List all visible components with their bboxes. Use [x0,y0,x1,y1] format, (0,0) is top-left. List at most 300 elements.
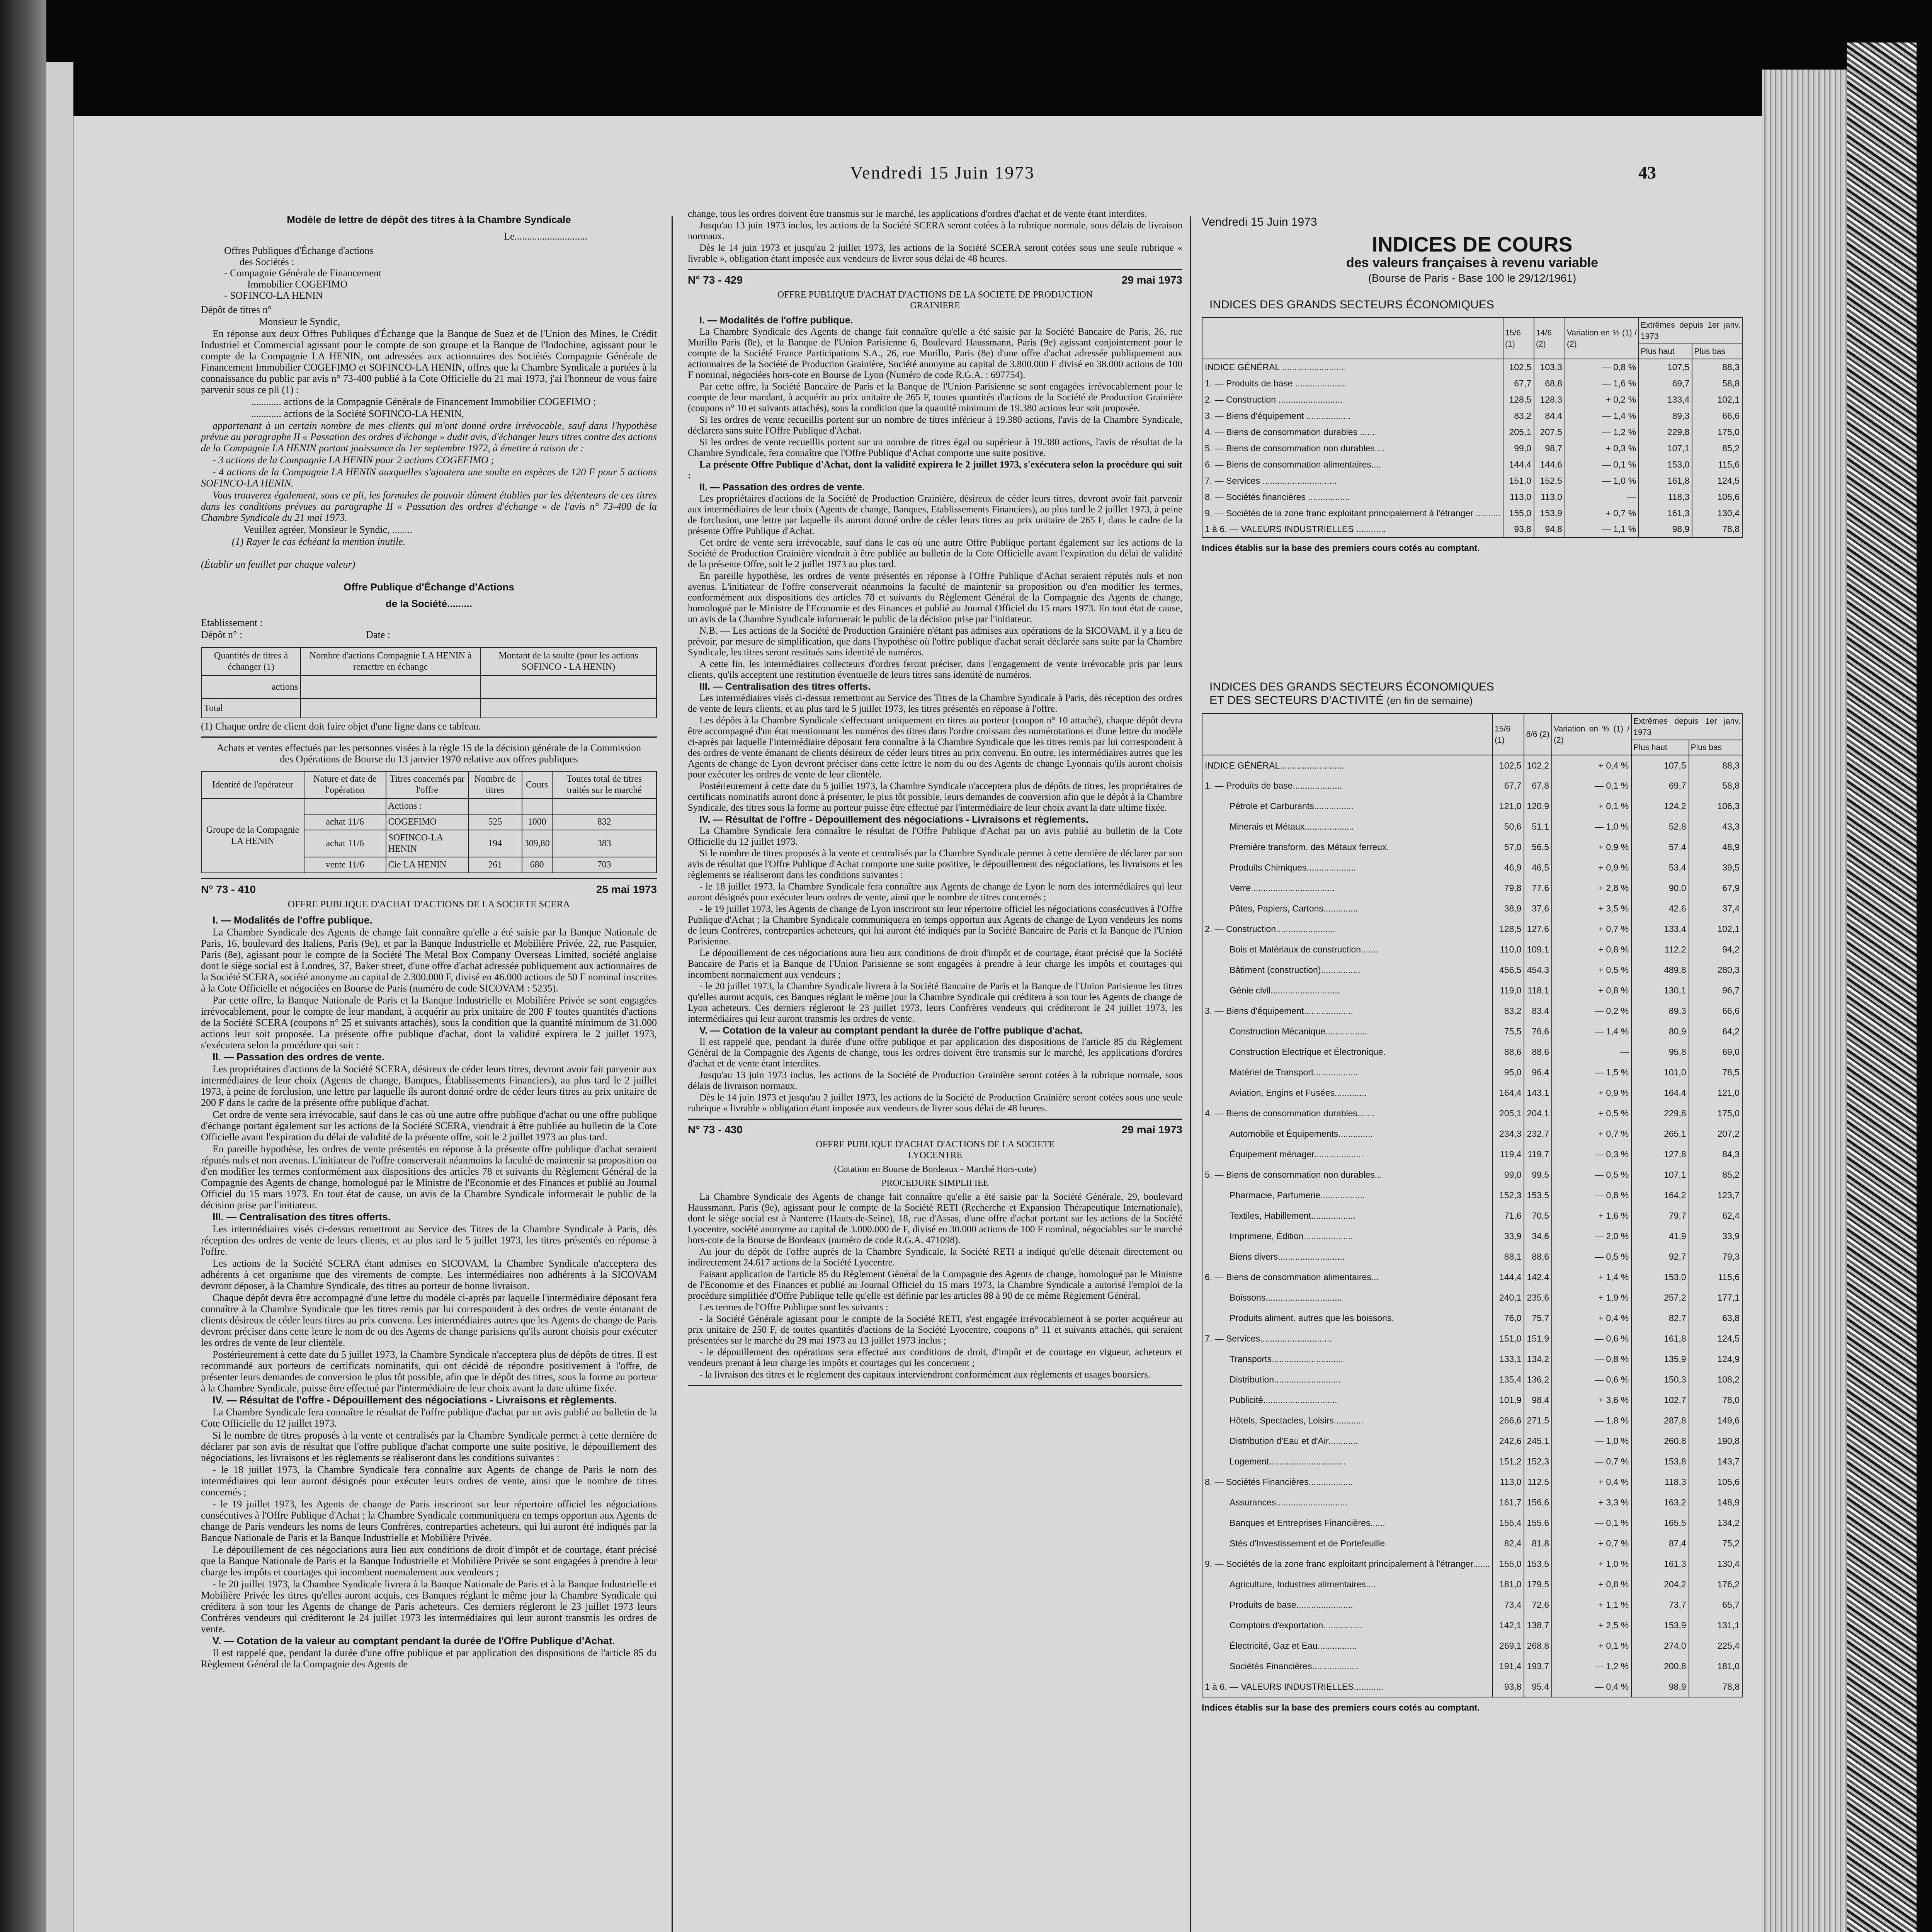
index-row [1202,440,1742,456]
procedure-label: PROCEDURE SIMPLIFIEE [881,1178,989,1188]
index-cell-label: Pharmacie, Parfumerie.................. [1230,1190,1365,1200]
index-cell-v2: 95,4 [1524,1677,1552,1697]
index-cell-label: 5. — Biens de consommation non durables... [1205,1170,1382,1180]
column-1 [201,209,657,1670]
index-cell-var: + 3,5 % [1552,898,1631,919]
table-header: Nombre de titres [468,771,522,798]
table-cell: vente 11/6 [304,857,386,873]
column-rule [672,216,673,1932]
index-cell-v2: 454,3 [1524,960,1552,980]
paragraph: La Chambre Syndicale fera connaître le résultat de l'Offre Publique d'Achat par un avis publié au bulletin de la Cote Officielle du 12 juillet 1973. [688,826,1182,847]
index-cell-var: + 0,9 % [1552,1083,1631,1103]
index-cell-lo: 33,9 [1689,1226,1742,1247]
table-cell: Actions : [386,798,469,814]
index-cell-var: — [1565,489,1639,505]
index-cell-var: — 0,5 % [1552,1247,1631,1267]
index-cell-v2: 113,0 [1534,489,1565,505]
index-table-2-body [1202,755,1742,1697]
index-cell-lo: 63,8 [1689,1308,1742,1328]
paragraph: Par cette offre, la Société Bancaire de Paris et la Banque de l'Union Parisienne se sont engagées irrévocablement pour le compte de leur mandant, à acquérir au prix unitaire de 265 F, toutes quantités d'actions de la Société de Production Grainière (coupons n° 10 et suivants attachés), sous la condition que la quantité minimum de 19.380 actions leur soit proposée. [688,381,1182,413]
offer-line: - SOFINCO-LA HENIN [224,290,323,301]
section-heading: IV. — Résultat de l'offre - Dépouillement des négociations - Livraisons et règlements. [699,814,1088,825]
index-cell-label: 9. — Sociétés de la zone franc exploitant principalement à l'étranger....... [1205,1559,1490,1569]
index-cell-label: Automobile et Équipements.............. [1230,1129,1373,1139]
paragraph: La Chambre Syndicale des Agents de change fait connaître qu'elle a été saisie par la Banque Nationale de Paris, 16, boulevard des Italiens, Paris (9e), et par la Banque Industrielle et Mobilière Privée, 22, rue Pasquier, Paris (8e), agissant pour le compte de la Société The Metal Box Company Overseas Limited, société anglaise dont le siège social est à Londres, 37, Baker street, d'une offre d'achat adressée publiquement aux actionnaires de la Société SCERA, société anonyme au capital de 2.300.000 F, divisé en 46.000 actions de 50 F nominal inscrites à la Cote Officielle et négociées en Bourse de Paris (numéro de code SICOVAM : 5235). [201,927,657,994]
paragraph: Les dépôts à la Chambre Syndicale s'effectuant uniquement en titres au porteur (coupon n° 10 attaché), chaque dépôt devra être accompagné d'un état mentionnant les numéros des titres dans l'ordre croissant des numérotations et d'une lettre du modèle ci-après par laquelle l'intermédiaire déposant fera connaître à la Chambre Syndicale que les titres remis par lui correspondent à des ordres de vente émanant de clients désireux de céder leurs titres au prix convenu. En outre, les intermédiaires autres que les Agents de change de Lyon devront préciser dans cette lettre le nom du ou des Agents de change Lyonnais qu'ils auront choisis pour exécuter les ordres de vente de leur clientèle. [688,715,1182,780]
table-header: Plus bas [1692,344,1742,359]
index-cell-var: + 0,1 % [1552,1636,1631,1656]
index-cell-var: — 1,0 % [1565,473,1639,489]
exchange-table [201,647,657,718]
index-cell-hi: 257,2 [1631,1287,1689,1308]
table-header: Toutes total de titres traités sur le marché [552,771,656,798]
paragraph: Le dépouillement de ces négociations aura lieu aux conditions de droit d'impôt et de courtage, étant précisé que la Banque Nationale de Paris et la Banque Industrielle et Mobilière Privée se sont engagées à prendre à leur charge les impôts et courtages qui incombent normalement aux vendeurs ; [201,1544,657,1578]
index-row [1202,1287,1742,1308]
index-cell-lo: 175,0 [1692,424,1742,440]
index-cell-label: Produits de base....................... [1230,1600,1353,1610]
table-header: Identité de l'opérateur [201,771,304,798]
column-3 [1202,216,1743,1713]
etablissement-label: Etablissement : [201,617,263,628]
index-cell-v2: 70,5 [1524,1206,1552,1226]
index-cell-hi: 79,7 [1631,1206,1689,1226]
index-cell-hi: 53,4 [1631,857,1689,878]
index-cell-label: Verre.................................. [1230,883,1335,893]
index-cell-var: + 1,9 % [1552,1287,1631,1308]
paragraph: Il est rappelé que, pendant la durée d'une offre publique et par application des dispositions de l'article 85 du Règlement Général de la Compagnie des Agents de change, tous les ordres doivent être transmis sur le marché, les applications d'ordres d'achat et de vente étant interdites. [688,1037,1182,1069]
section-heading: II. — Passation des ordres de vente. [699,482,865,493]
index-cell-v1: 83,2 [1503,408,1534,424]
paragraph: - le 20 juillet 1973, la Chambre Syndicale livrera à la Société Bancaire de Paris et la Banque de l'Union Parisienne les titres qu'elles auront acquis, ces Banques réglant le même jour la Chambre Syndicale qui créditera à son tour les Agents de change de Lyon acheteurs. Ces derniers régleront le 23 juillet 1973, leurs Confrères vendeurs qui créditeront le 24 juillet 1973, les intermédiaires qui leur auront transmis les ordres de vente. [688,981,1182,1024]
paragraph: Les actions de la Société SCERA étant admises en SICOVAM, la Chambre Syndicale n'acceptera des adhérents à cet organisme que des virements de compte. Les intermédiaires non adhérents à la SICOVAM devront déposer, à la Chambre Syndicale, des titres au porteur de bonne livraison. [201,1258,657,1291]
index-cell-hi: 80,9 [1631,1021,1689,1042]
index-cell-label: 6. — Biens de consommation alimentaires... [1205,1272,1379,1282]
paragraph: Si le nombre de titres proposés à la vente et centralisés par la Chambre Syndicale permet à cette dernière de déclarer par son avis de résultat que l'Offre Publique d'Achat comporte une suite positive, le dépouillement des négociations, les livraisons et les règlements se réaliseront dans les conditions suivantes : [688,848,1182,880]
index-cell-v1: 93,8 [1493,1677,1524,1697]
table-header: Titres concernés par l'offre [386,771,469,798]
divider [688,1385,1182,1386]
index-cell-hi: 150,3 [1631,1369,1689,1390]
index-cell-v2: 119,7 [1524,1144,1552,1165]
index-cell-hi: 73,7 [1631,1595,1689,1615]
index-cell-v2: 120,9 [1524,796,1552,816]
letter-paragraph: Veuillez agréer, Monsieur le Syndic, ........ [243,524,413,535]
index-cell-lo: 58,8 [1692,375,1742,391]
index-cell-lo: 96,7 [1689,980,1742,1001]
index-cell-var: — 0,7 % [1552,1451,1631,1472]
column-2 [688,209,1182,1391]
index-cell-v2: 204,1 [1524,1103,1552,1124]
index-cell-var: + 0,3 % [1565,440,1639,456]
paragraph: change, tous les ordres doivent être transmis sur le marché, les applications d'ordres d'achat et de vente étant interdites. [688,209,1147,219]
model-letter-title: Modèle de lettre de dépôt des titres à la Chambre Syndicale [287,214,571,225]
divider [201,736,657,738]
paragraph: En pareille hypothèse, les ordres de vente présentés en réponse à la présente offre publique d'achat seraient réputés nuls et non avenus. L'initiateur de l'offre conserverait néanmoins la faculté de maintenir sa proposition ou d'en modifier les termes conformément aux dispositions des articles 78 et suivants du Règlement Général de la Compagnie des Agents de change, homologué par le Ministre de l'Economie et des Finances et publié au Journal Officiel du 15 mars 1973. En tout état de cause, un avis de la Chambre Syndicale informerait le public de la décision prise par l'initiateur. [201,1143,657,1211]
index-cell-var: — [1552,1042,1631,1062]
index-row [1202,1083,1742,1103]
index-cell-v1: 191,4 [1493,1656,1524,1677]
table-cell [552,798,656,814]
paragraph: Il est rappelé que, pendant la durée d'une offre publique et par application des dispositions de l'article 85 du Règlement Général de la Compagnie des Agents de [201,1647,657,1670]
index-cell-v2: 271,5 [1524,1410,1552,1431]
achats-title: Achats et ventes effectués par les personnes visées à la règle 15 de la décision générale de la Commission des Opérations de Bourse du 13 janvier 1970 relative aux offres publiques [216,742,641,765]
index-cell-var: + 1,4 % [1552,1267,1631,1287]
letter-paragraph: En réponse aux deux Offres Publiques d'Échange que la Banque de Suez et de l'Union des Mines, le Crédit Industriel et Commercial agissant pour le compte de son groupe et la Banque de l'Indochine, agissant pour le compte de la Compagnie LA HENIN, ont adressées aux actionnaires des Sociétés Compagnie Générale de Financement Immobilier COGEFIMO et SOFINCO-LA HENIN, offres que la Chambre Syndicale a portées à la connaissance du public par avis n° 73-400 publié à la Cote Officielle du 21 mai 1973, j'ai l'honneur de vous faire parvenir sous ce pli (1) : [201,328,657,395]
index-row [1202,1124,1742,1144]
index-cell-hi: 229,8 [1639,424,1692,440]
index-cell-lo: 67,9 [1689,878,1742,898]
table1-title: INDICES DES GRANDS SECTEURS ÉCONOMIQUES [1209,298,1494,311]
index-cell-lo: 225,4 [1689,1636,1742,1656]
index-cell-label: Pâtes, Papiers, Cartons.............. [1230,903,1358,913]
index-cell-lo: 115,6 [1689,1267,1742,1287]
index-cell-lo: 105,6 [1692,489,1742,505]
index-row [1202,1349,1742,1369]
index-row [1202,1656,1742,1677]
book-left-edge [0,0,46,1932]
index-row [1202,1492,1742,1513]
index-cell-v1: 113,0 [1493,1472,1524,1492]
index-cell-v2: 46,5 [1524,857,1552,878]
salutation: Monsieur le Syndic, [259,316,340,327]
index-cell-var: — 0,5 % [1552,1165,1631,1185]
index-row [1202,1103,1742,1124]
index-cell-lo: 78,8 [1689,1677,1742,1697]
index-cell-hi: 153,8 [1631,1451,1689,1472]
paragraph: La Chambre Syndicale fera connaître le résultat de l'offre publique d'achat par un avis publié au bulletin de la Cote Officielle du 12 juillet 1973. [201,1406,657,1429]
index-cell-v2: 94,8 [1534,521,1565,537]
index-cell-lo: 66,6 [1692,408,1742,424]
index-cell-v2: 96,4 [1524,1062,1552,1083]
index-cell-var: + 0,9 % [1552,857,1631,878]
index-cell-lo: 85,2 [1692,440,1742,456]
index-cell-v2: 68,8 [1534,375,1565,391]
index-cell-v1: 67,7 [1493,776,1524,796]
index-cell-hi: 87,4 [1631,1533,1689,1554]
index-cell-label: Génie civil............................ [1230,985,1340,995]
paragraph: N.B. — Les actions de la Société de Production Grainière n'étant pas admises aux opérations de la SICOVAM, il y a lieu de prévoir, par mesure de simplification, que dans l'hypothèse où l'offre publique d'achat serait déclarée sans suite par la Chambre Syndicale, les titres seront restitués sans identité de numéros. [688,626,1182,658]
index-row [1202,1533,1742,1554]
index-cell-lo: 62,4 [1689,1206,1742,1226]
index-cell-var: + 0,8 % [1552,1574,1631,1595]
index-cell-v2: 72,6 [1524,1595,1552,1615]
index-cell-hi: 260,8 [1631,1431,1689,1451]
paragraph: Si le nombre de titres proposés à la vente et centralisés par la Chambre Syndicale permet à cette dernière de déclarer par son avis de résultat que l'offre publique d'achat comporte une suite positive, le dépouillement des négociations, les livraisons et les règlements se réaliseront dans les conditions suivantes : [201,1430,657,1463]
index-cell-var: — 1,2 % [1552,1656,1631,1677]
index-cell-hi: 92,7 [1631,1247,1689,1267]
table2-title-3: (en fin de semaine) [1386,695,1473,706]
table-header: Extrêmes depuis 1er janv. 1973 [1631,714,1742,740]
paragraph: - le dépouillement des opérations sera effectué aux conditions de droit, d'impôt et de courtage en vigueur, acheteurs et vendeurs prenant à leur charge les impôts et courtages qui les concernent ; [688,1347,1182,1368]
index-cell-lo: 65,7 [1689,1595,1742,1615]
index-row [1202,776,1742,796]
index-cell-hi: 127,8 [1631,1144,1689,1165]
index-cell-var: + 1,1 % [1552,1595,1631,1615]
paragraph: Dès le 14 juin 1973 et jusqu'au 2 juillet 1973, les actions de la Société SCERA seront cotées sous une seule rubrique « livrable », obligation étant imposée aux vendeurs de livrer sous délai de 48 heures. [688,243,1182,264]
table-cell: 525 [468,814,522,830]
index-cell-lo: 88,3 [1692,359,1742,375]
index-row [1202,408,1742,424]
index-cell-lo: 207,2 [1689,1124,1742,1144]
index-cell-lo: 175,0 [1689,1103,1742,1124]
index-cell-v2: 81,8 [1524,1533,1552,1554]
divider [201,878,657,879]
table-header [1202,318,1503,359]
table-cell: Total [201,699,301,718]
index-cell-var: + 0,4 % [1552,1472,1631,1492]
index-cell-hi: 163,2 [1631,1492,1689,1513]
ope-title: Offre Publique d'Échange d'Actions [344,581,514,593]
paragraph: - le 19 juillet 1973, les Agents de change de Lyon inscriront sur leur répertoire officiel les négociations consécutives à l'Offre Publique d'Achat ; la Chambre Syndicale communiquera en temps opportun aux Agents de change de Lyon vendeurs les noms de leurs Confrères, contreparties acheteurs, qui lui auront été indiqués par la Société Bancaire de Paris et la Banque de l'Union Parisienne. [688,904,1182,947]
index-cell-label: Électricité, Gaz et Eau................ [1230,1641,1357,1651]
table-header: Nature et date de l'opération [304,771,386,798]
table-cell: achat 11/6 [304,814,386,830]
index-row [1202,1636,1742,1656]
paragraph: Les termes de l'Offre Publique sont les suivants : [699,1302,888,1313]
index-cell-label: 8. — Sociétés Financières.................. [1205,1477,1353,1487]
letter-paragraph: - 3 actions de la Compagnie LA HENIN pour 2 actions COGEFIMO ; [213,454,494,466]
notice-header [688,275,1182,286]
index-cell-var: + 0,7 % [1552,919,1631,939]
table-cell [301,675,480,699]
table-cell: 703 [552,857,656,873]
index-cell-v1: 75,5 [1493,1021,1524,1042]
index-cell-label: Équipement ménager.................... [1230,1149,1364,1159]
index-cell-hi: 69,7 [1639,375,1692,391]
index-cell-hi: 161,3 [1639,505,1692,521]
index-cell-label: Textiles, Habillement.................. [1230,1211,1355,1221]
section-heading: V. — Cotation de la valeur au comptant pendant la durée de l'Offre Publique d'Achat. [213,1635,615,1646]
index-cell-label: Construction Electrique et Électronique. [1230,1047,1386,1057]
index-cell-v2: 235,6 [1524,1287,1552,1308]
notice-header [201,884,657,895]
depot-no-text: Dépôt n° : [201,629,243,640]
index-cell-hi: 69,7 [1631,776,1689,796]
index-table-1 [1202,317,1743,538]
index-cell-label: Assurances............................. [1230,1497,1348,1507]
index-cell-hi: 274,0 [1631,1636,1689,1656]
index-cell-v1: 88,6 [1493,1042,1524,1062]
index-cell-v1: 151,0 [1503,473,1534,489]
index-cell-var: — 1,0 % [1552,1431,1631,1451]
index-cell-lo: 130,4 [1692,505,1742,521]
index-cell-label: 9. — Sociétés de la zone franc exploitant principalement à l'étranger .......... [1205,508,1501,518]
table-note: (1) Chaque ordre de client doit faire objet d'une ligne dans ce tableau. [201,721,481,732]
index-cell-var: — 1,4 % [1565,408,1639,424]
index-cell-var: + 0,9 % [1552,837,1631,857]
paragraph: Les intermédiaires visés ci-dessus remettront au Service des Titres de la Chambre Syndicale à Paris, dès réception des ordres de vente de leurs clients, et au plus tard le 5 juillet 1973, les titres présentés en réponse à l'offre. [688,693,1182,714]
index-cell-hi: 107,1 [1639,440,1692,456]
index-cell-v1: 93,8 [1503,521,1534,537]
index-cell-v2: 193,7 [1524,1656,1552,1677]
table-header: Variation en % (1) / (2) [1552,714,1631,755]
index-cell-label: Construction Mécanique................. [1230,1026,1367,1036]
index-cell-label: Publicité.............................. [1230,1395,1337,1405]
index-cell-v2: 128,3 [1534,391,1565,408]
index-row [1202,505,1742,521]
operations-table [201,771,657,873]
index-cell-hi: 135,9 [1631,1349,1689,1369]
index-cell-label: Boissons............................... [1230,1293,1342,1303]
index-cell-hi: 161,3 [1631,1554,1689,1574]
index-table-1-body [1202,359,1742,537]
index-row [1202,1410,1742,1431]
index-cell-v1: 119,4 [1493,1144,1524,1165]
index-cell-var: — 1,8 % [1552,1410,1631,1431]
index-row [1202,1451,1742,1472]
index-row [1202,960,1742,980]
table-cell: Cie LA HENIN [386,857,469,873]
index-cell-hi: 133,4 [1639,391,1692,408]
index-cell-hi: 107,5 [1631,755,1689,776]
index-cell-lo: 148,9 [1689,1492,1742,1513]
index-cell-label: Aviation, Engins et Fusées............. [1230,1088,1367,1098]
index-cell-v1: 456,5 [1493,960,1524,980]
paragraph: En pareille hypothèse, les ordres de vente présentés en réponse à l'Offre Publique d'Achat seraient réputés nuls et non avenus. L'initiateur de l'offre conserverait néanmoins la faculté de maintenir sa proposition ou d'en modifier les termes, conformément aux dispositions des articles 78 et suivants du Règlement Général de la Compagnie des Agents de change, homologué par le Ministre de l'Economie et des Finances et publié au Journal Officiel du 15 mars 1973. En tout état de cause, un avis de la Chambre Syndicale informerait le public de la décision prise par l'initiateur. [688,571,1182,624]
index-cell-label: Bois et Matériaux de construction....... [1230,944,1378,954]
index-cell-v1: 205,1 [1503,424,1534,440]
letter-paragraph: Vous trouverez également, sous ce pli, les formules de pouvoir dûment établies par les détenteurs de ces titres dans les conditions prévues au paragraphe II « Passation des ordres d'échange » de l'avis n° 73-400 de la Chambre Syndicale du 21 mai 1973. [201,490,657,523]
index-row [1202,489,1742,505]
index-cell-v1: 76,0 [1493,1308,1524,1328]
index-cell-v2: 153,5 [1524,1554,1552,1574]
marbled-book-edge [1847,43,1917,1932]
index-cell-var: — 0,3 % [1552,1144,1631,1165]
notice-subtitle: (Cotation en Bourse de Bordeaux - Marché Hors-cote) [834,1164,1036,1174]
index-cell-v2: 51,1 [1524,816,1552,837]
index-row [1202,1165,1742,1185]
index-title: INDICES DE COURS [1372,233,1573,256]
index-cell-hi: 287,8 [1631,1410,1689,1431]
letter-paragraph: ............ actions de la Compagnie Générale de Financement Immobilier COGEFIMO ; [251,396,596,407]
index-cell-v1: 119,0 [1493,980,1524,1001]
index-cell-lo: 124,5 [1692,473,1742,489]
index-cell-v2: 144,6 [1534,456,1565,473]
index-cell-var: — 0,8 % [1552,1185,1631,1206]
index-cell-hi: 98,9 [1639,521,1692,537]
table-header: Variation en % (1) / (2) [1565,318,1639,359]
index-row [1202,375,1742,391]
index-cell-var: + 0,4 % [1552,1308,1631,1328]
index-cell-label: Pétrole et Carburants................ [1230,801,1354,811]
letter-paragraph: (1) Rayer le cas échéant la mention inutile. [232,536,406,547]
index-cell-v2: 138,7 [1524,1615,1552,1636]
index-cell-lo: 177,1 [1689,1287,1742,1308]
index-row [1202,796,1742,816]
index-cell-label: 1. — Produits de base ..................... [1205,378,1347,388]
index-cell-v1: 181,0 [1493,1574,1524,1595]
index-cell-hi: 164,4 [1631,1083,1689,1103]
index-cell-var: — 0,8 % [1565,359,1639,375]
index-cell-label: Bâtiment (construction)................ [1230,965,1361,975]
table-header: 14/6 (2) [1534,318,1565,359]
index-cell-lo: 130,4 [1689,1554,1742,1574]
index-cell-v1: 79,8 [1493,878,1524,898]
index-cell-label: 1 à 6. — VALEURS INDUSTRIELLES ............ [1205,524,1386,534]
index-row [1202,1472,1742,1492]
index-cell-v1: 82,4 [1493,1533,1524,1554]
paragraph: - la Société Générale agissant pour le compte de la Société RETI, s'est engagée irrévocablement à se porter acquéreur au prix unitaire de 250 F, de toutes quantités d'actions de la Société Lyocentre, coupons n° 11 et suivants attachés, qui seraient présentées sur le marché du 29 mai 1973 au 13 juillet 1973 inclus ; [688,1314,1182,1346]
index-cell-lo: 115,6 [1692,456,1742,473]
index-row [1202,755,1742,776]
index-cell-lo: 124,9 [1689,1349,1742,1369]
index-cell-hi: 57,4 [1631,837,1689,857]
index-cell-v1: 95,0 [1493,1062,1524,1083]
index-row [1202,391,1742,408]
index-cell-label: Matériel de Transport.................. [1230,1067,1358,1077]
paragraph: Les propriétaires d'actions de la Société de Production Grainière, désireux de céder leurs titres, devront avoir fait parvenir aux intermédiaires de leur choix (Agents de change, Banques, Etablissements Financiers), au plus tard le 2 juillet 1973, à peine de forclusion, une lettre par laquelle ils auront donné ordre de céder leurs titres au prix unitaire de 265 F, dans le cadre de la présente Offre Publique d'Achat. [688,493,1182,536]
index-row [1202,1206,1742,1226]
index-cell-v1: 155,0 [1503,505,1534,521]
page-header-date: Vendredi 15 Juin 1973 [850,163,1035,182]
offer-line: - Compagnie Générale de Financement [224,267,382,279]
depot-line: Dépôt de titres n° [201,304,272,315]
index-row [1202,1431,1742,1451]
index-cell-v1: 102,5 [1493,755,1524,776]
index-cell-var: — 0,2 % [1552,1001,1631,1021]
index-row [1202,1042,1742,1062]
table-header: Extrêmes depuis 1er janv. 1973 [1639,318,1742,344]
index-cell-v1: 67,7 [1503,375,1534,391]
table-header: Montant de la soulte (pour les actions SOFINCO - LA HENIN) [480,648,656,675]
index-cell-var: + 0,4 % [1552,755,1631,776]
index-cell-var: + 0,5 % [1552,1103,1631,1124]
index-cell-lo: 123,7 [1689,1185,1742,1206]
index-cell-label: 2. — Construction........................ [1205,924,1335,934]
index-cell-lo: 79,3 [1689,1247,1742,1267]
index-cell-hi: 41,9 [1631,1226,1689,1247]
index-cell-lo: 78,0 [1689,1390,1742,1410]
table-header: Plus bas [1689,740,1742,755]
section-heading: V. — Cotation de la valeur au comptant pendant la durée de l'offre publique d'achat. [699,1025,1083,1036]
index-cell-v1: 101,9 [1493,1390,1524,1410]
index-cell-label: Première transform. des Métaux ferreux. [1230,842,1389,852]
index-row [1202,1001,1742,1021]
index-cell-v2: 77,6 [1524,878,1552,898]
index-cell-v2: 88,6 [1524,1247,1552,1267]
table-cell [522,798,552,814]
index-cell-lo: 124,5 [1689,1328,1742,1349]
index-cell-label: Transports............................. [1230,1354,1344,1364]
index-cell-label: INDICE GÉNÉRAL .......................... [1205,362,1346,372]
index-cell-lo: 48,9 [1689,837,1742,857]
index-cell-var: — 1,4 % [1552,1021,1631,1042]
index-row [1202,424,1742,440]
notice-date: 29 mai 1973 [1121,1124,1182,1136]
index-cell-hi: 153,9 [1631,1615,1689,1636]
index-cell-v2: 67,8 [1524,776,1552,796]
index-row [1202,1328,1742,1349]
index-cell-hi: 133,4 [1631,919,1689,939]
paragraph: Jusqu'au 13 juin 1973 inclus, les actions de la Société de Production Grainière seront cotées à la rubrique normale, sous délais de livraison normaux. [688,1070,1182,1091]
index-cell-v2: 102,2 [1524,755,1552,776]
index-cell-label: 1 à 6. — VALEURS INDUSTRIELLES............ [1205,1681,1384,1692]
paragraph: La Chambre Syndicale des Agents de change fait connaître qu'elle a été saisie par la Société Bancaire de Paris, 26, rue Murillo Paris (8e), et la Banque de l'Union Parisienne 6, Boulevard Haussmann, Paris (9e) agissant conjointement pour le compte de la Société France Participations S.A., 26, rue Murillo, Paris (8e) d'une offre d'achat adressée publiquement aux actionnaires de la Société de Production Grainière, Société anonyme au capital de 3.800.000 F divisé en 38.000 actions de 100 F nominal, négociées hors-cote en Bourse de Lyon (Numéro de code R.G.A. : 697754). [688,327,1182,380]
column-rule [1190,216,1191,1932]
index-row [1202,1574,1742,1595]
index-cell-v2: 88,6 [1524,1042,1552,1062]
index-row [1202,1062,1742,1083]
table-cell: achat 11/6 [304,830,386,857]
index-row [1202,1677,1742,1697]
index-cell-v2: 37,6 [1524,898,1552,919]
index-cell-label: Banques et Entreprises Financières...... [1230,1518,1385,1528]
index-cell-var: + 0,1 % [1552,796,1631,816]
index-row [1202,837,1742,857]
index-cell-v1: 99,0 [1493,1165,1524,1185]
index-cell-label: Distribution........................... [1230,1374,1341,1384]
notice-date: 29 mai 1973 [1121,274,1182,286]
